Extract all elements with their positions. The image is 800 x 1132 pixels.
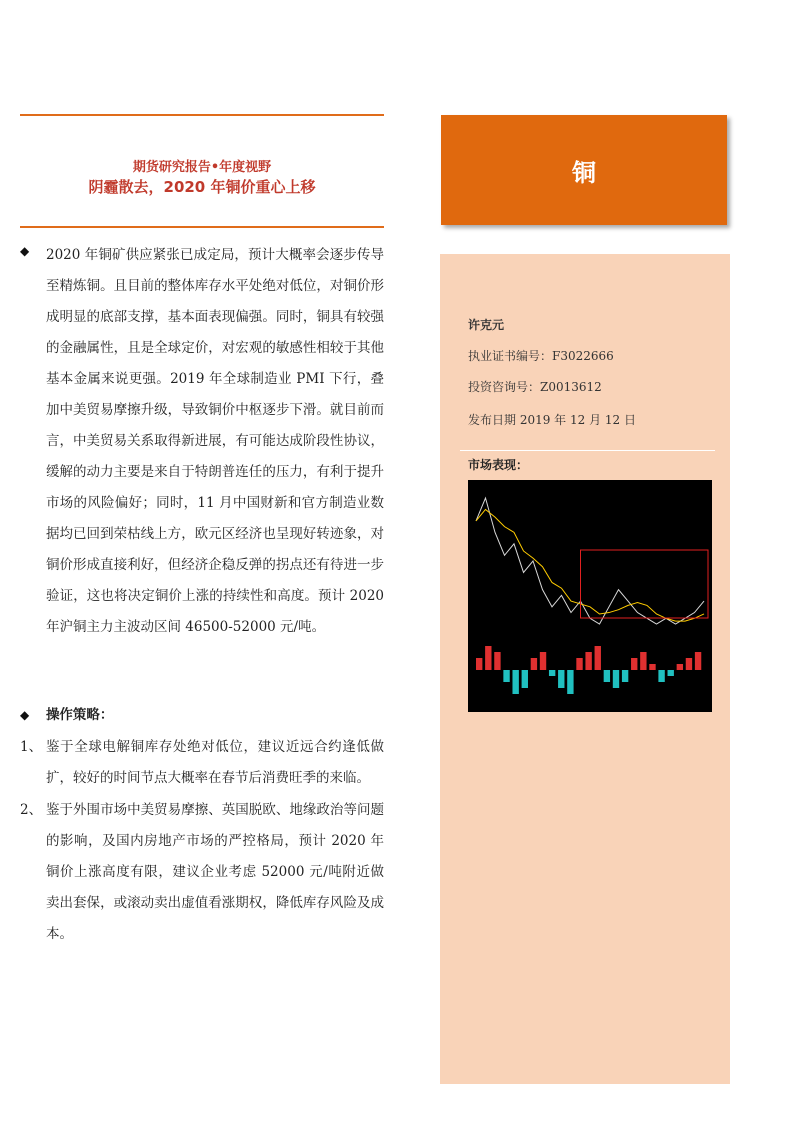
strategy-heading: [20, 703, 113, 723]
sidebar-divider: [460, 450, 715, 451]
macd-bar: [604, 670, 610, 682]
publish-date: 发布日期 2019 年 12 月 12 日: [468, 413, 636, 427]
strategy-item-number: 1、: [20, 739, 43, 755]
macd-bar: [668, 670, 674, 676]
report-headline: 阴霾散去，2020 年铜价重心上移: [88, 178, 316, 196]
commodity-title: 铜: [572, 158, 596, 187]
macd-bar: [549, 670, 555, 676]
market-chart: [468, 480, 712, 712]
diamond-bullet-icon: ◆: [20, 244, 30, 258]
strategy-item: [20, 795, 384, 950]
market-label: 市场表现：: [468, 458, 529, 472]
info-sidebar: [440, 254, 730, 1084]
macd-bar: [567, 670, 573, 694]
macd-bar: [494, 652, 500, 670]
author-name: 许克元: [468, 318, 505, 332]
diamond-bullet-icon: ◆: [20, 708, 30, 722]
price-chart-svg: [468, 480, 712, 712]
license-number: 执业证书编号：F3022666: [468, 349, 614, 363]
strategy-item-number: 2、: [20, 802, 43, 818]
macd-bar: [686, 658, 692, 670]
strategy-item-text: 鉴于全球电解铜库存处绝对低位，建议近远合约逢低做扩，较好的时间节点大概率在春节后消费旺季的来临。: [46, 739, 384, 786]
moving-average-line: [476, 509, 704, 621]
report-subtitle: 期货研究报告•年度视野: [132, 160, 272, 175]
macd-bar: [476, 658, 482, 670]
commodity-title-box: [441, 115, 727, 225]
macd-bar: [695, 652, 701, 670]
macd-bar: [658, 670, 664, 682]
macd-bar: [512, 670, 518, 694]
macd-bar: [613, 670, 619, 688]
macd-bar: [522, 670, 528, 688]
macd-bar: [640, 652, 646, 670]
macd-bar: [576, 658, 582, 670]
summary-section: [20, 240, 384, 643]
strategy-item-text: 鉴于外围市场中美贸易摩擦、英国脱欧、地缘政治等问题的影响，及国内房地产市场的严控格局，预计 2020 年铜价上涨高度有限，建议企业考虑 52000 元/吨附近做卖出套保，或滚动卖出虚值看涨期权，降低库存风险及成本。: [46, 802, 384, 942]
consult-number: 投资咨询号：Z0013612: [468, 380, 602, 394]
macd-bar: [631, 658, 637, 670]
bottom-rule: [20, 226, 384, 228]
top-rule: [20, 114, 384, 116]
macd-bar: [649, 664, 655, 670]
macd-bar: [595, 646, 601, 670]
macd-bar: [558, 670, 564, 688]
strategy-item: [20, 732, 384, 794]
macd-bar: [677, 664, 683, 670]
macd-bar: [540, 652, 546, 670]
macd-bar: [485, 646, 491, 670]
macd-bar: [503, 670, 509, 682]
price-line: [476, 498, 704, 624]
highlight-box: [581, 550, 709, 618]
macd-bar: [531, 658, 537, 670]
strategy-title: 操作策略：: [45, 707, 114, 723]
macd-bar: [622, 670, 628, 682]
macd-bar: [585, 652, 591, 670]
summary-paragraph: 2020 年铜矿供应紧张已成定局，预计大概率会逐步传导至精炼铜。且目前的整体库存水平处绝对低位，对铜价形成明显的底部支撑，基本面表现偏强。同时，铜具有较强的金融属性，且是全球定价，对宏观的敏感性相较于其他基本金属来说更强。2019 年全球制造业 PMI 下行，叠加中美贸易摩擦升级，导致铜价中枢逐步下滑。就目前而言，中美贸易关系取得新进展，有可能达成阶段性协议，缓解的动力主要是来自于特朗普连任的压力，有利于提升市场的风险偏好；同时，11 月中国财新和官方制造业数据均已回到荣枯线上方，欧元区经济也呈现好转迹象，对铜价形成直接利好，但经济企稳反弹的拐点还有待进一步验证，这也将决定铜价上涨的持续性和高度。预计 2020 年沪铜主力主波动区间 46500-52000 元/吨。: [46, 247, 384, 635]
